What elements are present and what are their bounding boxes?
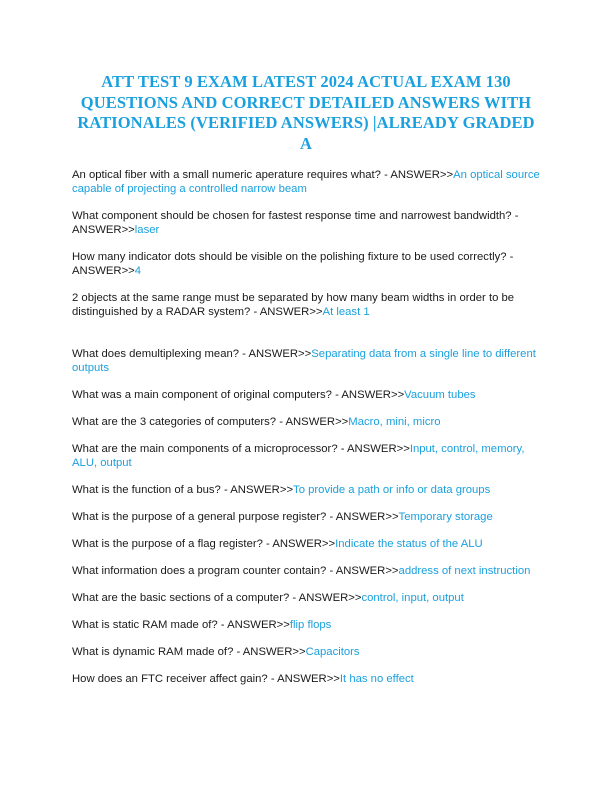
qa-item: [72, 347, 540, 375]
qa-item: [72, 672, 540, 686]
question-text: What is the purpose of a general purpose register?: [72, 511, 327, 523]
qa-item: [72, 291, 540, 319]
question-text: What information does a program counter contain?: [72, 565, 327, 577]
answer-text: An optical source capable of projecting a controlled narrow beam: [72, 169, 540, 195]
answer-prefix: - ANSWER>>: [262, 538, 336, 550]
answer-text: 4: [134, 265, 142, 277]
answer-prefix: - ANSWER>>: [220, 484, 294, 496]
answer-text: Temporary storage: [398, 511, 493, 523]
qa-item: [72, 510, 540, 524]
answer-text: It has no effect: [339, 673, 414, 685]
qa-item: [72, 168, 540, 196]
qa-item: [72, 388, 540, 402]
question-text: What are the 3 categories of computers?: [72, 416, 277, 428]
answer-prefix: - ANSWER>>: [233, 646, 306, 658]
document-title: ATT TEST 9 EXAM LATEST 2024 ACTUAL EXAM 130 QUESTIONS AND CORRECT DETAILED ANSWERS WITH RATIONALES (VERIFIED ANSWERS) |ALREADY GRADED A: [77, 72, 535, 153]
qa-item: [72, 250, 540, 278]
answer-prefix: - ANSWER>>: [217, 619, 290, 631]
answer-prefix: - ANSWER>>: [326, 565, 399, 577]
question-text: What is the function of a bus?: [72, 484, 221, 496]
qa-item: [72, 618, 540, 632]
question-text: 2 objects at the same range must be separated by how many beam widths in order to be distinguished by a RADAR system?: [72, 292, 515, 318]
answer-prefix: - ANSWER>>: [239, 348, 312, 360]
answer-prefix: - ANSWER>>: [289, 592, 362, 604]
answer-prefix: - ANSWER>>: [267, 673, 340, 685]
answer-prefix: - ANSWER>>: [250, 306, 323, 318]
qa-item: [72, 209, 540, 237]
question-text: What component should be chosen for fastest response time and narrowest bandwidth?: [72, 210, 512, 222]
answer-prefix: - ANSWER>>: [72, 210, 519, 236]
qa-item: [72, 537, 540, 551]
question-text: How many indicator dots should be visible on the polishing fixture to be used correctly?: [72, 251, 507, 263]
qa-item: [72, 442, 540, 470]
answer-text: To provide a path or info or data groups: [293, 484, 491, 496]
answer-text: Vacuum tubes: [404, 389, 476, 401]
answer-prefix: - ANSWER>>: [276, 416, 349, 428]
question-text: What does demultiplexing mean?: [72, 348, 240, 360]
answer-text: address of next instruction: [398, 565, 531, 577]
answer-prefix: - ANSWER>>: [337, 443, 410, 455]
answer-text: control, input, output: [361, 592, 464, 604]
qa-item: [72, 564, 540, 578]
answer-prefix: - ANSWER>>: [326, 511, 399, 523]
question-text: What is the purpose of a flag register?: [72, 538, 263, 550]
question-text: What is static RAM made of?: [72, 619, 218, 631]
question-text: What are the main components of a microprocessor?: [72, 443, 338, 455]
answer-prefix: - ANSWER>>: [331, 389, 405, 401]
qa-item: [72, 591, 540, 605]
question-text: An optical fiber with a small numeric aperature requires what?: [72, 169, 381, 181]
qa-item: [72, 483, 540, 497]
answer-prefix: - ANSWER>>: [380, 169, 454, 181]
qa-item: [72, 415, 540, 429]
question-text: What are the basic sections of a computer?: [72, 592, 290, 604]
question-text: What is dynamic RAM made of?: [72, 646, 234, 658]
answer-text: Capacitors: [305, 646, 360, 658]
answer-text: Indicate the status of the ALU: [335, 538, 483, 550]
answer-text: At least 1: [322, 306, 370, 318]
question-text: What was a main component of original computers?: [72, 389, 332, 401]
answer-text: laser: [134, 224, 160, 236]
answer-text: Separating data from a single line to different outputs: [72, 348, 536, 374]
answer-text: Macro, mini, micro: [348, 416, 441, 428]
question-text: How does an FTC receiver affect gain?: [72, 673, 268, 685]
qa-item: [72, 645, 540, 659]
answer-text: flip flops: [289, 619, 332, 631]
answer-text: Input, control, memory, ALU, output: [72, 443, 525, 469]
answer-prefix: - ANSWER>>: [72, 251, 514, 277]
